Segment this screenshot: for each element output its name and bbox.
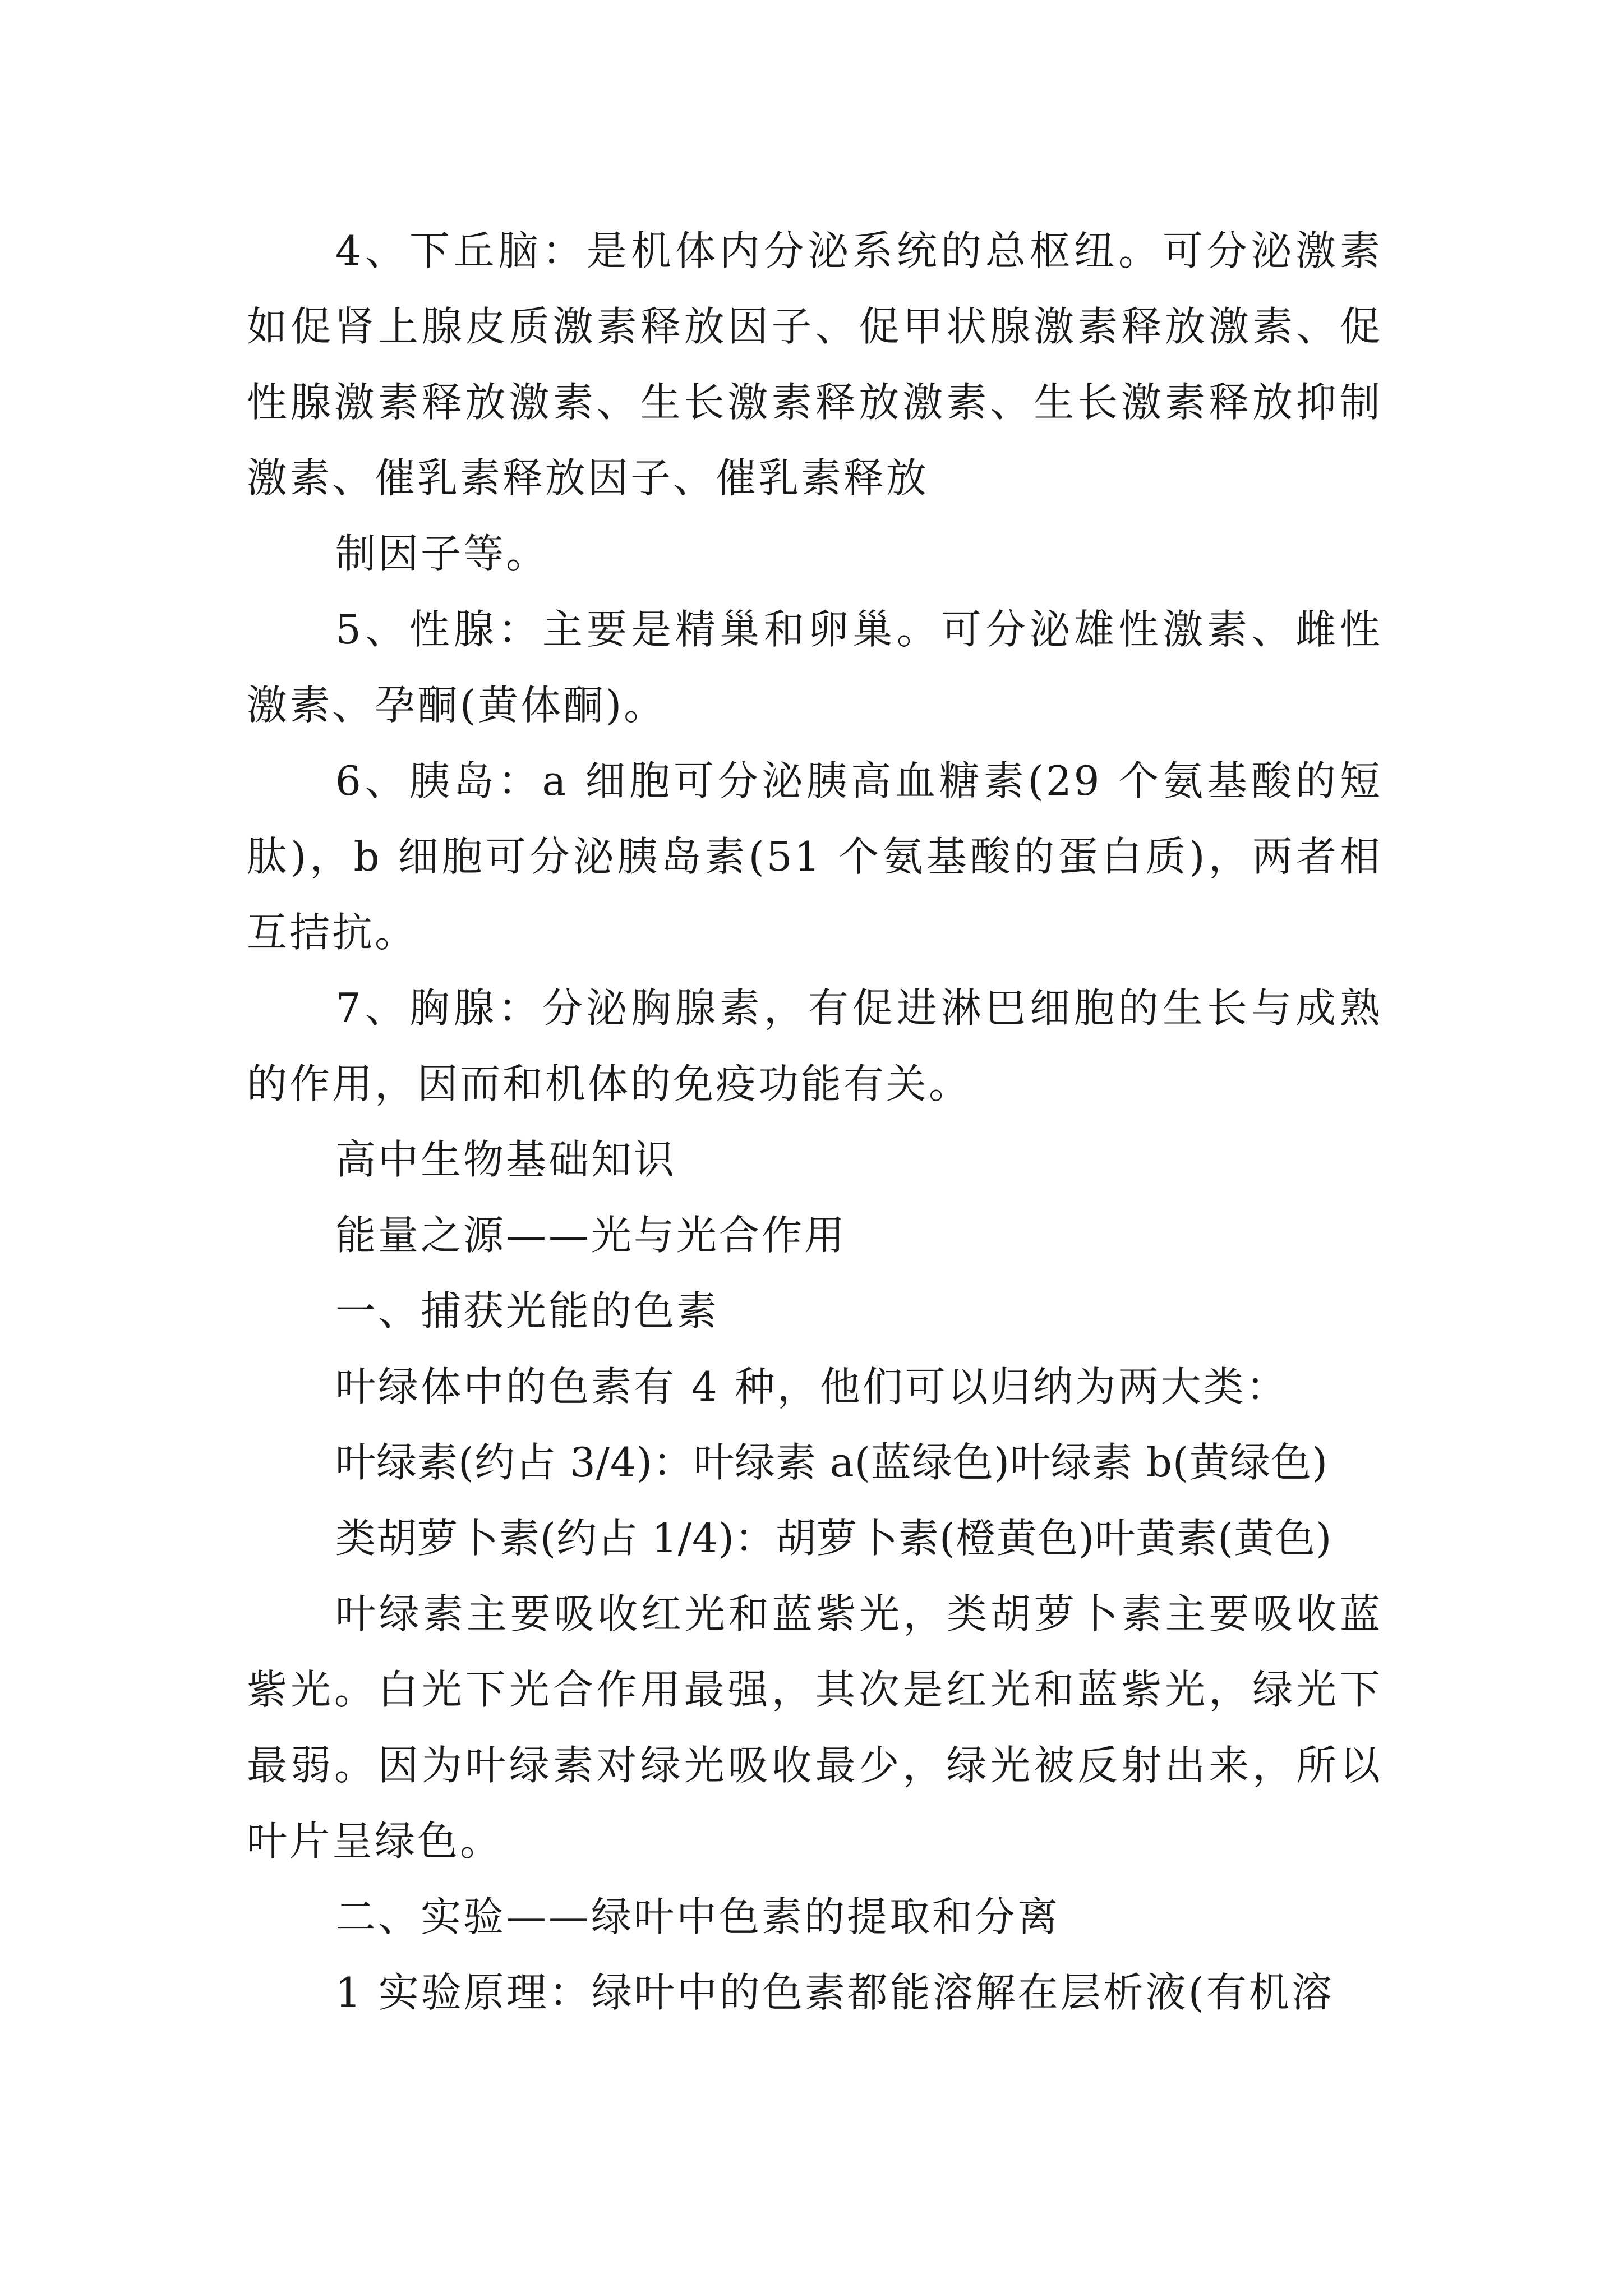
paragraph-experiment-principle: 1 实验原理：绿叶中的色素都能溶解在层析液(有机溶	[335, 1969, 1334, 2016]
paragraph-chlorophyll: 叶绿素(约占 3/4)：叶绿素 a(蓝绿色)叶绿素 b(黄绿色)	[335, 1439, 1329, 1486]
chapter-heading: 能量之源——光与光合作用	[335, 1212, 847, 1259]
section-title: 高中生物基础知识	[335, 1136, 677, 1183]
paragraph-pancreatic-islets: 6、胰岛：a 细胞可分泌胰高血糖素(29 个氨基酸的短肽)，b 细胞可分泌胰岛素(51 个氨基酸的蛋白质)，两者相互拮抗。	[247, 757, 1382, 956]
paragraph-light-absorption: 叶绿素主要吸收红光和蓝紫光，类胡萝卜素主要吸收蓝紫光。白光下光合作用最强，其次是红光和蓝紫光，绿光下最弱。因为叶绿素对绿光吸收最少，绿光被反射出来，所以叶片呈绿色。	[247, 1590, 1382, 1865]
paragraph-thymus: 7、胸腺：分泌胸腺素，有促进淋巴细胞的生长与成熟的作用，因而和机体的免疫功能有关。	[247, 984, 1382, 1107]
document-body	[247, 213, 1382, 2031]
paragraph-pigment-count: 叶绿体中的色素有 4 种，他们可以归纳为两大类：	[335, 1363, 1289, 1410]
subheading-experiment: 二、实验——绿叶中色素的提取和分离	[335, 1893, 1061, 1940]
paragraph-hypothalamus-continued: 制因子等。	[335, 530, 549, 577]
paragraph-carotenoids: 类胡萝卜素(约占 1/4)：胡萝卜素(橙黄色)叶黄素(黄色)	[335, 1515, 1332, 1562]
paragraph-gonads: 5、性腺：主要是精巢和卵巢。可分泌雄性激素、雌性激素、孕酮(黄体酮)。	[247, 606, 1382, 729]
subheading-pigments: 一、捕获光能的色素	[335, 1287, 720, 1335]
paragraph-hypothalamus: 4、下丘脑：是机体内分泌系统的总枢纽。可分泌激素如促肾上腺皮质激素释放因子、促甲状腺激素释放激素、促性腺激素释放激素、生长激素释放激素、生长激素释放抑制激素、催乳素释放因子、催乳素释放	[247, 227, 1382, 501]
